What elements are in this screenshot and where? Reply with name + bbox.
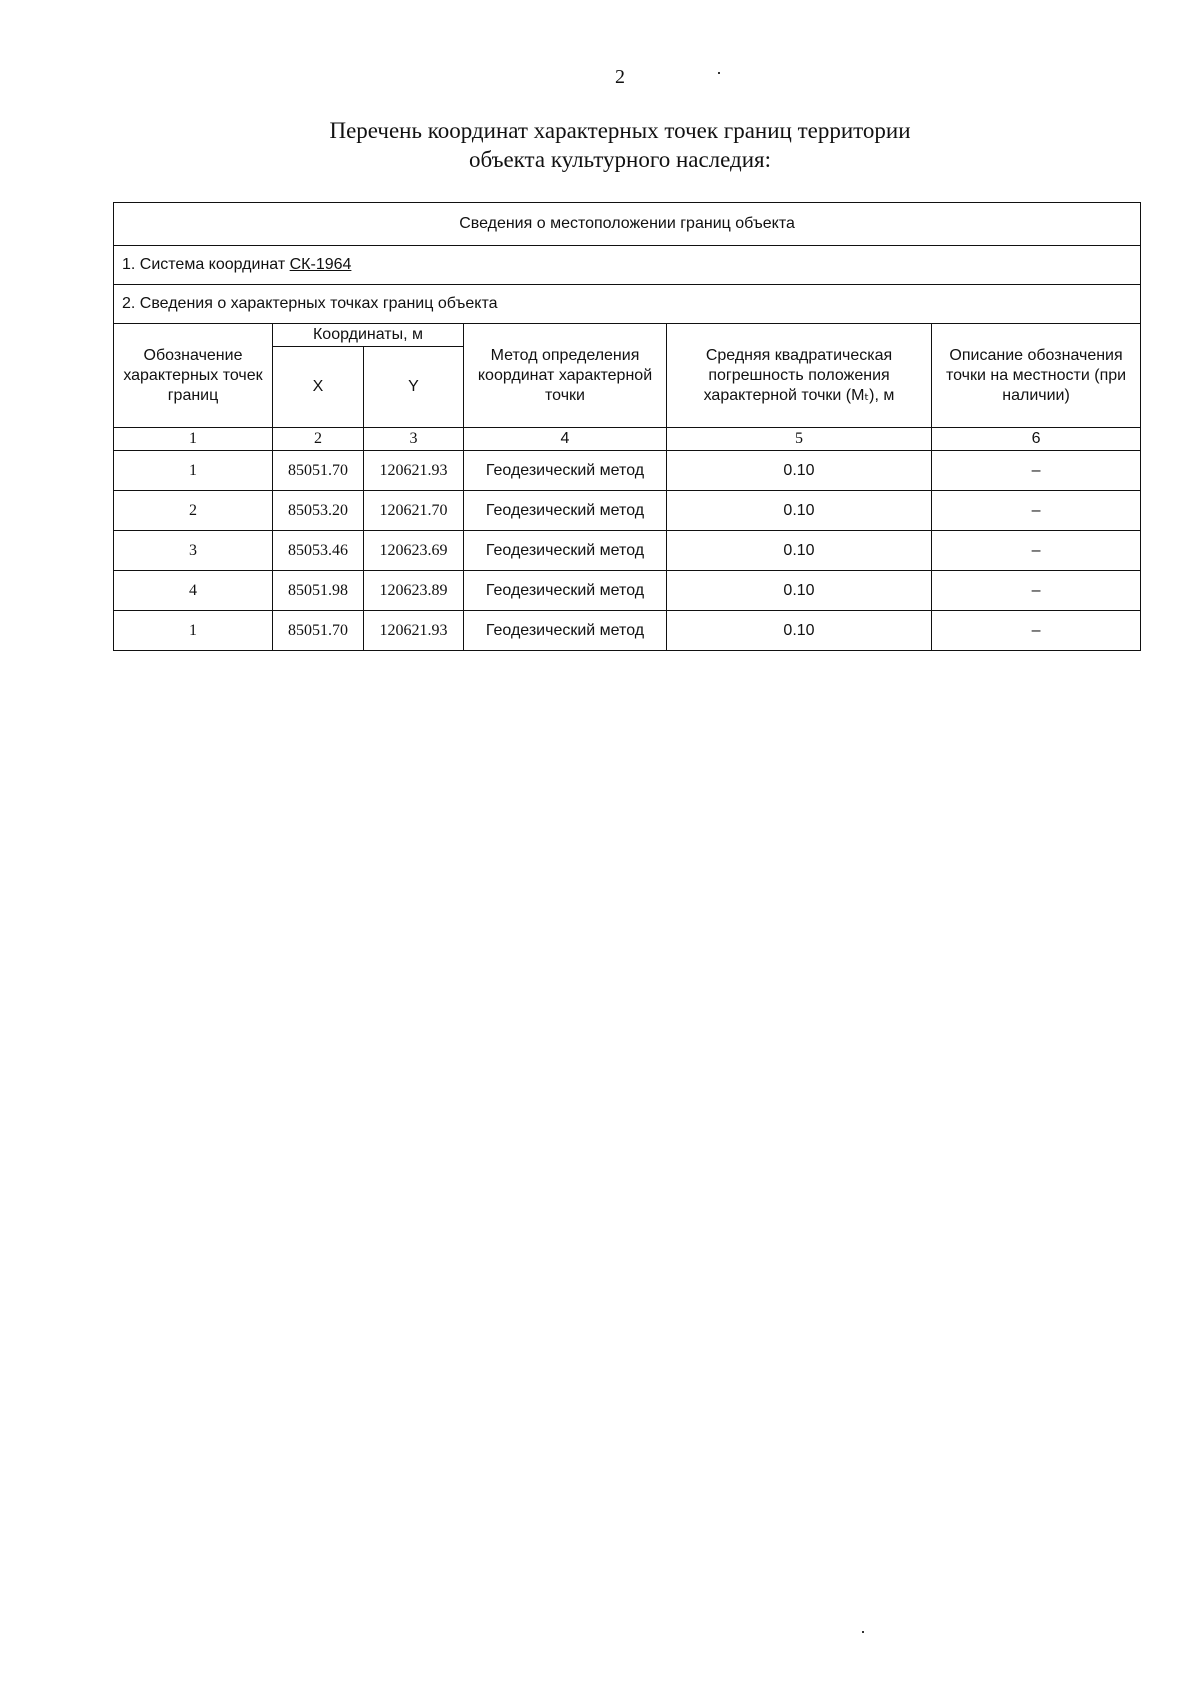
column-number: 5 <box>667 428 932 451</box>
error-value: 0.10 <box>667 491 932 531</box>
document-title <box>0 116 1200 174</box>
method: Геодезический метод <box>464 451 667 491</box>
coordinate-system <box>114 246 1141 285</box>
header-error: Средняя квадратическая погрешность положения характерной точки (Mₜ), м <box>667 324 932 428</box>
table-row <box>114 571 1141 611</box>
method: Геодезический метод <box>464 611 667 651</box>
description: – <box>932 491 1141 531</box>
coord-y: 120621.70 <box>364 491 464 531</box>
coord-x: 85051.98 <box>273 571 364 611</box>
table-row <box>114 491 1141 531</box>
error-value: 0.10 <box>667 531 932 571</box>
error-value: 0.10 <box>667 611 932 651</box>
page-number: 2 <box>615 66 625 88</box>
description: – <box>932 611 1141 651</box>
coordinates-table <box>113 202 1141 651</box>
coordinate-system-value: СК-1964 <box>289 256 352 273</box>
method: Геодезический метод <box>464 571 667 611</box>
scan-speck <box>718 72 720 74</box>
point-number: 4 <box>114 571 273 611</box>
header-description: Описание обозначения точки на местности (при наличии) <box>932 324 1141 428</box>
column-number: 6 <box>932 428 1141 451</box>
scan-speck <box>862 1631 864 1633</box>
description: – <box>932 451 1141 491</box>
point-number: 1 <box>114 451 273 491</box>
coord-y: 120621.93 <box>364 451 464 491</box>
column-number: 2 <box>273 428 364 451</box>
column-number: 3 <box>364 428 464 451</box>
title-line-2: объекта культурного наследия: <box>468 147 772 172</box>
error-value: 0.10 <box>667 571 932 611</box>
point-number: 2 <box>114 491 273 531</box>
table-row <box>114 611 1141 651</box>
coord-x: 85051.70 <box>273 611 364 651</box>
header-coordinates: Координаты, м <box>273 324 464 347</box>
column-number: 1 <box>114 428 273 451</box>
table-row <box>114 531 1141 571</box>
method: Геодезический метод <box>464 491 667 531</box>
coord-x: 85053.46 <box>273 531 364 571</box>
coord-y: 120621.93 <box>364 611 464 651</box>
header-designation: Обозначение характерных точек границ <box>114 324 273 428</box>
error-value: 0.10 <box>667 451 932 491</box>
description: – <box>932 571 1141 611</box>
coord-x: 85051.70 <box>273 451 364 491</box>
point-number: 1 <box>114 611 273 651</box>
method: Геодезический метод <box>464 531 667 571</box>
column-number: 4 <box>464 428 667 451</box>
points-section-title: 2. Сведения о характерных точках границ объекта <box>114 285 1141 324</box>
title-line-1: Перечень координат характерных точек границ территории <box>329 118 911 143</box>
header-y: Y <box>364 347 464 428</box>
coord-x: 85053.20 <box>273 491 364 531</box>
coord-y: 120623.69 <box>364 531 464 571</box>
section-title: Сведения о местоположении границ объекта <box>114 203 1141 246</box>
coordinate-system-label: 1. Система координат <box>122 256 290 273</box>
point-number: 3 <box>114 531 273 571</box>
coord-y: 120623.89 <box>364 571 464 611</box>
header-method: Метод определения координат характерной точки <box>464 324 667 428</box>
header-x: X <box>273 347 364 428</box>
description: – <box>932 531 1141 571</box>
table-row <box>114 451 1141 491</box>
